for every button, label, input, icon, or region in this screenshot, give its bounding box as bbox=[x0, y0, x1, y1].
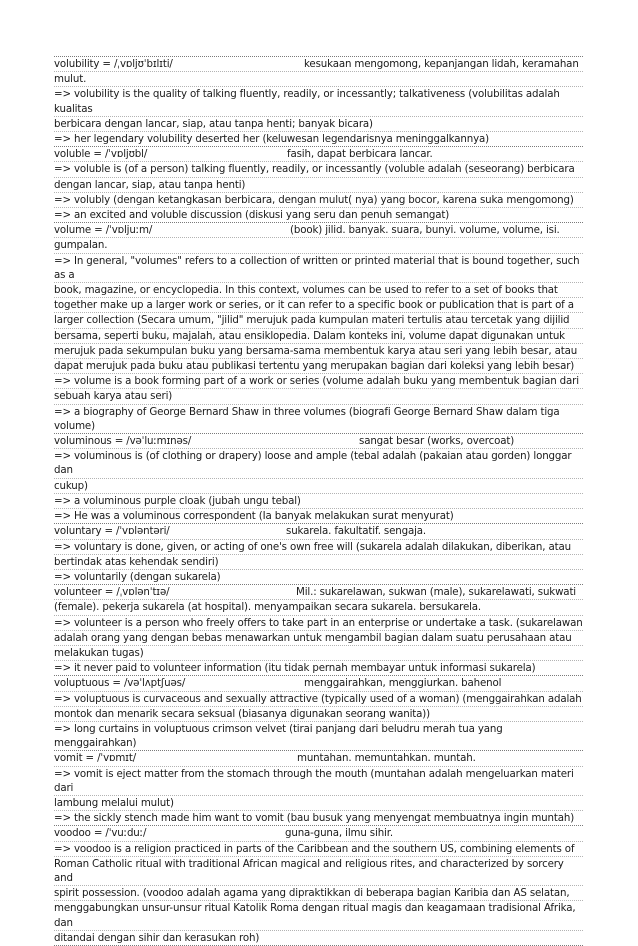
dictionary-entry bbox=[54, 433, 583, 523]
dictionary-entry bbox=[54, 825, 583, 946]
entry-text-line: => an excited and voluble discussion (diskusi yang seru dan penuh semangat) bbox=[54, 209, 450, 222]
dictionary-entry bbox=[54, 584, 583, 675]
entry-text-line: lambung melalui mulut) bbox=[54, 796, 583, 811]
entry-headline bbox=[54, 751, 583, 766]
entry-headline bbox=[54, 524, 583, 539]
entry-text-line: => volubly (dengan ketangkasan berbicara, dengan mulut( nya) yang bocor, karena suka mengomong) bbox=[54, 193, 583, 208]
entry-definition: sukarela. fakultatif. sengaja. bbox=[286, 525, 427, 538]
entry-text-line: => a biography of George Bernard Shaw in three volumes (biografi George Bernard Shaw dalam tiga volume) bbox=[54, 405, 560, 432]
entry-text-line: dengan lancar, siap, atau tanpa henti) bbox=[54, 178, 583, 193]
entry-text-line: larger collection (Secara umum, "jilid" merujuk pada kumpulan materi tertulis atau tercetak yang dijilid bbox=[54, 313, 583, 328]
headword-pronunciation: volubility = /ˌvɒljʊˈbɪlɪti/ bbox=[54, 58, 173, 70]
dictionary-document bbox=[54, 56, 583, 946]
entry-text-line: => He was a voluminous correspondent (Ia banyak melakukan surat menyurat) bbox=[54, 510, 454, 523]
entry-definition-continued: mulut. bbox=[54, 72, 583, 87]
entry-text-line: berbicara dengan lancar, siap, atau tanpa henti; banyak bicara) bbox=[54, 117, 583, 132]
headword-pronunciation: vomit = /ˈvɒmɪt/ bbox=[54, 752, 137, 765]
entry-definition: sangat besar (works, overcoat) bbox=[359, 435, 515, 448]
entry-definition: Mil.: sukarelawan, sukwan (male), sukarelawati, sukwati bbox=[296, 586, 577, 599]
entry-text-line: dapat merujuk pada buku atau publikasi tertentu yang merupakan bagian dari koleksi yang lebih besar) bbox=[54, 359, 583, 374]
entry-text-line: menggabungkan unsur-unsur ritual Katolik Roma dengan ritual magis dan keagamaan tradisional Afrika, dan bbox=[54, 901, 583, 930]
entry-definition: muntahan. memuntahkan. muntah. bbox=[297, 752, 476, 765]
entry-headline bbox=[54, 826, 583, 841]
entry-text-line: => voluntary is done, given, or acting of one's own free will (sukarela adalah dilakukan, diberikan, atau bbox=[54, 540, 583, 555]
dictionary-entry bbox=[54, 56, 583, 146]
entry-headline bbox=[54, 585, 583, 600]
entry-text-line: => voluminous is (of clothing or drapery) loose and ample (tebal adalah (pakaian atau gorden) longgar dan bbox=[54, 449, 583, 478]
entry-text-line: => volubility is the quality of talking fluently, readily, or incessantly; talkativeness (volubilitas adalah kualitas bbox=[54, 87, 583, 116]
entry-text-line: together make up a larger work or series, or it can refer to a specific book or publication that is part of a bbox=[54, 298, 583, 313]
dictionary-entry bbox=[54, 146, 583, 222]
entry-text-line: => volunteer is a person who freely offers to take part in an enterprise or undertake a task. (sukarelawan bbox=[54, 616, 583, 631]
entry-text-line: => the sickly stench made him want to vomit (bau busuk yang menyengat membuatnya ingin muntah) bbox=[54, 812, 575, 825]
entry-text-line: => a voluminous purple cloak (jubah ungu tebal) bbox=[54, 494, 583, 509]
entry-text-line: => vomit is eject matter from the stomach through the mouth (muntahan adalah mengeluarkan materi dari bbox=[54, 767, 583, 796]
entry-text-line: melakukan tugas) bbox=[54, 646, 583, 661]
entry-text-line: cukup) bbox=[54, 479, 583, 494]
headword-pronunciation: voluntary = /ˈvɒləntəri/ bbox=[54, 525, 170, 538]
entry-text-line: => voluntarily (dengan sukarela) bbox=[54, 570, 221, 583]
entry-text-line: => her legendary volubility deserted her (keluwesan legendarisnya meninggalkannya) bbox=[54, 133, 489, 146]
entry-text-line: => voodoo is a religion practiced in parts of the Caribbean and the southern US, combining elements of bbox=[54, 842, 583, 857]
headword-pronunciation: voluminous = /vəˈluːmɪnəs/ bbox=[54, 435, 192, 448]
entry-headline bbox=[54, 147, 583, 162]
entry-text-line: => voluptuous is curvaceous and sexually attractive (typically used of a woman) (menggairahkan adalah bbox=[54, 692, 583, 707]
headword-pronunciation: volunteer = /ˌvɒlənˈtɪə/ bbox=[54, 586, 170, 599]
entry-text-line: => it never paid to volunteer information (itu tidak pernah membayar untuk informasi sukarela) bbox=[54, 662, 536, 675]
dictionary-entry bbox=[54, 675, 583, 750]
entry-text-line: montok dan menarik secara seksual (biasanya digunakan seorang wanita)) bbox=[54, 707, 583, 722]
entry-definition: fasih, dapat berbicara lancar. bbox=[287, 148, 433, 161]
entry-text-line: => volume is a book forming part of a work or series (volume adalah buku yang membentuk bagian dari bbox=[54, 374, 583, 389]
entry-text-line: => voluble is (of a person) talking fluently, readily, or incessantly (voluble adalah (seseorang) berbicara bbox=[54, 162, 583, 177]
dictionary-entry bbox=[54, 750, 583, 825]
entry-headline bbox=[54, 223, 583, 238]
entry-headline bbox=[54, 676, 583, 691]
headword-pronunciation: volume = /ˈvɒljuːm/ bbox=[54, 224, 153, 237]
dictionary-entry bbox=[54, 222, 583, 433]
entry-definition: menggairahkan, menggiurkan. bahenol bbox=[304, 677, 502, 690]
entry-text-line: adalah orang yang dengan bebas menawarkan untuk mengambil bagian dalam suatu perusahaan atau bbox=[54, 631, 583, 646]
entry-definition: kesukaan mengomong, kepanjangan lidah, keramahan bbox=[304, 58, 579, 70]
entry-definition-continued: gumpalan. bbox=[54, 238, 583, 253]
entry-text-line: book, magazine, or encyclopedia. In this context, volumes can be used to refer to a set of books that bbox=[54, 283, 583, 298]
entry-text-line: Roman Catholic ritual with traditional African magical and religious rites, and characterized by sorcery and bbox=[54, 857, 583, 886]
dictionary-entry bbox=[54, 523, 583, 584]
entry-text-line: merujuk pada sekumpulan buku yang bersama-sama membentuk karya atau seri yang lebih besar, atau bbox=[54, 344, 583, 359]
entry-text-line: sebuah karya atau seri) bbox=[54, 389, 583, 404]
headword-pronunciation: voluble = /ˈvɒljʊbl/ bbox=[54, 148, 148, 161]
entry-text-line: bertindak atas kehendak sendiri) bbox=[54, 555, 583, 570]
entry-definition-continued: (female). pekerja sukarela (at hospital). menyampaikan secara sukarela. bersukarela. bbox=[54, 600, 583, 615]
entry-headline bbox=[54, 434, 583, 449]
headword-pronunciation: voluptuous = /vəˈlʌptʃuəs/ bbox=[54, 677, 186, 690]
entry-definition: (book) jilid. banyak. suara, bunyi. volume, volume, isi. bbox=[290, 224, 560, 237]
entry-text-line: => In general, "volumes" refers to a collection of written or printed material that is bound together, such as a bbox=[54, 254, 583, 283]
entry-text-line: ditandai dengan sihir dan kerasukan roh) bbox=[54, 931, 260, 944]
entry-text-line: bersama, seperti buku, majalah, atau ensiklopedia. Dalam konteks ini, volume dapat digunakan untuk bbox=[54, 329, 583, 344]
entry-definition: guna-guna, ilmu sihir. bbox=[285, 827, 393, 840]
entry-headline bbox=[54, 57, 583, 72]
entry-text-line: spirit possession. (voodoo adalah agama yang dipraktikkan di beberapa bagian Karibia dan AS selatan, bbox=[54, 886, 583, 901]
entry-text-line: => long curtains in voluptuous crimson velvet (tirai panjang dari beludru merah tua yang menggairahkan) bbox=[54, 722, 503, 750]
headword-pronunciation: voodoo = /ˈvuːduː/ bbox=[54, 827, 147, 840]
